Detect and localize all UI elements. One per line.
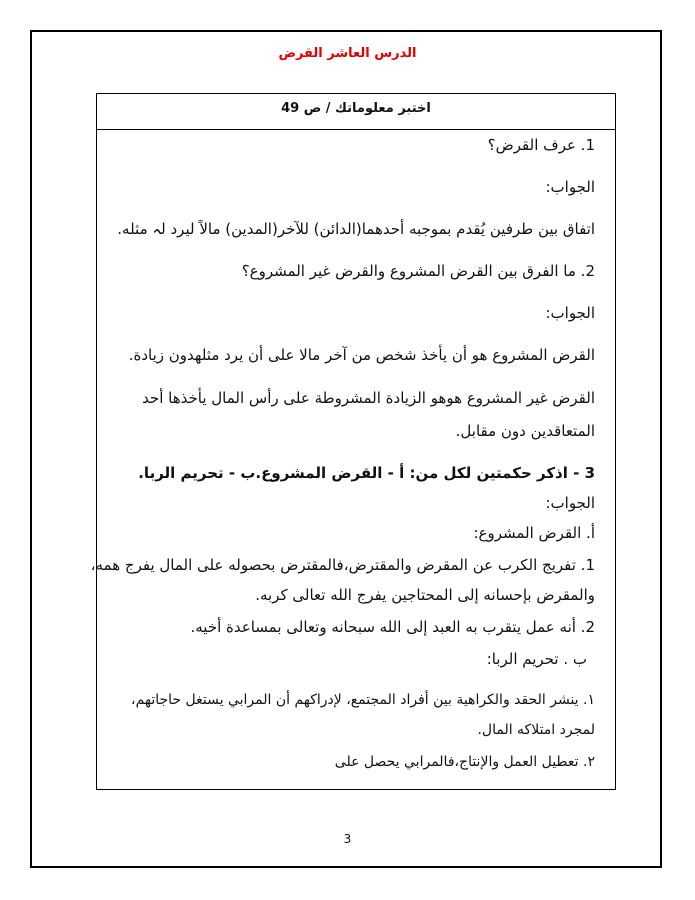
section-b-item-2: ٢. تعطيل العمل والإنتاج،فالمرابي يحصل على (334, 754, 595, 770)
answer-label-3: الجواب: (545, 494, 595, 512)
section-a-item-2: 2. أنه عمل يتقرب به العبد إلى الله سبحانه وتعالى بمساعدة أخيه. (190, 618, 595, 636)
question-2: 2. ما الفرق بين القرض المشروع والقرض غير المشروع؟ (241, 262, 595, 280)
content-box (90, 93, 616, 790)
section-a-item-1-line-2: والمقرض بإحسانه إلى المحتاجين يفرج الله تعالى كربه. (255, 586, 595, 604)
answer-label-1: الجواب: (545, 178, 595, 196)
question-1: 1. عرف القرض؟ (487, 136, 595, 154)
page-number: 3 (343, 832, 352, 846)
section-b-item-1-line-2: لمجرد امتلاكه المال. (477, 722, 595, 738)
answer-label-2: الجواب: (545, 304, 595, 322)
section-b-item-1-line-1: ١. ينشر الحقد والكراهية بين أفراد المجتمع، لإدراكهم أن المرابي يستغل حاجاتهم، (131, 692, 595, 708)
answer-1-text: اتفاق بين طرفين يُقدم بموجبه أحدهما(الدائن) للآخر(المدين) مالاً ليرد لہ مثله. (117, 220, 595, 238)
answer-2-line-1: القرض المشروع هو أن يأخذ شخص من آخر مالا على أن يرد مثلهدون زيادة. (128, 346, 595, 364)
section-a-heading: أ. القرض المشروع: (473, 524, 595, 542)
section-a-item-1-line-1: 1. تفريج الكرب عن المقرض والمقترض،فالمقترض بحصوله على المال يفرج همه، (90, 556, 595, 574)
question-3: 3 - اذكر حكمتين لكل من: أ - القرض المشروع.ب - تحريم الربا. (138, 464, 595, 482)
page-title: الدرس العاشر القرض (278, 46, 417, 61)
box-header: اختبر معلوماتك / ص 49 (97, 94, 615, 130)
answer-2-line-2: القرض غير المشروع هوهو الزيادة المشروطة على رأس المال يأخذها أحد (142, 389, 595, 407)
section-b-heading: ب . تحريم الربا: (486, 650, 587, 668)
answer-2-line-3: المتعاقدين دون مقابل. (455, 422, 595, 440)
